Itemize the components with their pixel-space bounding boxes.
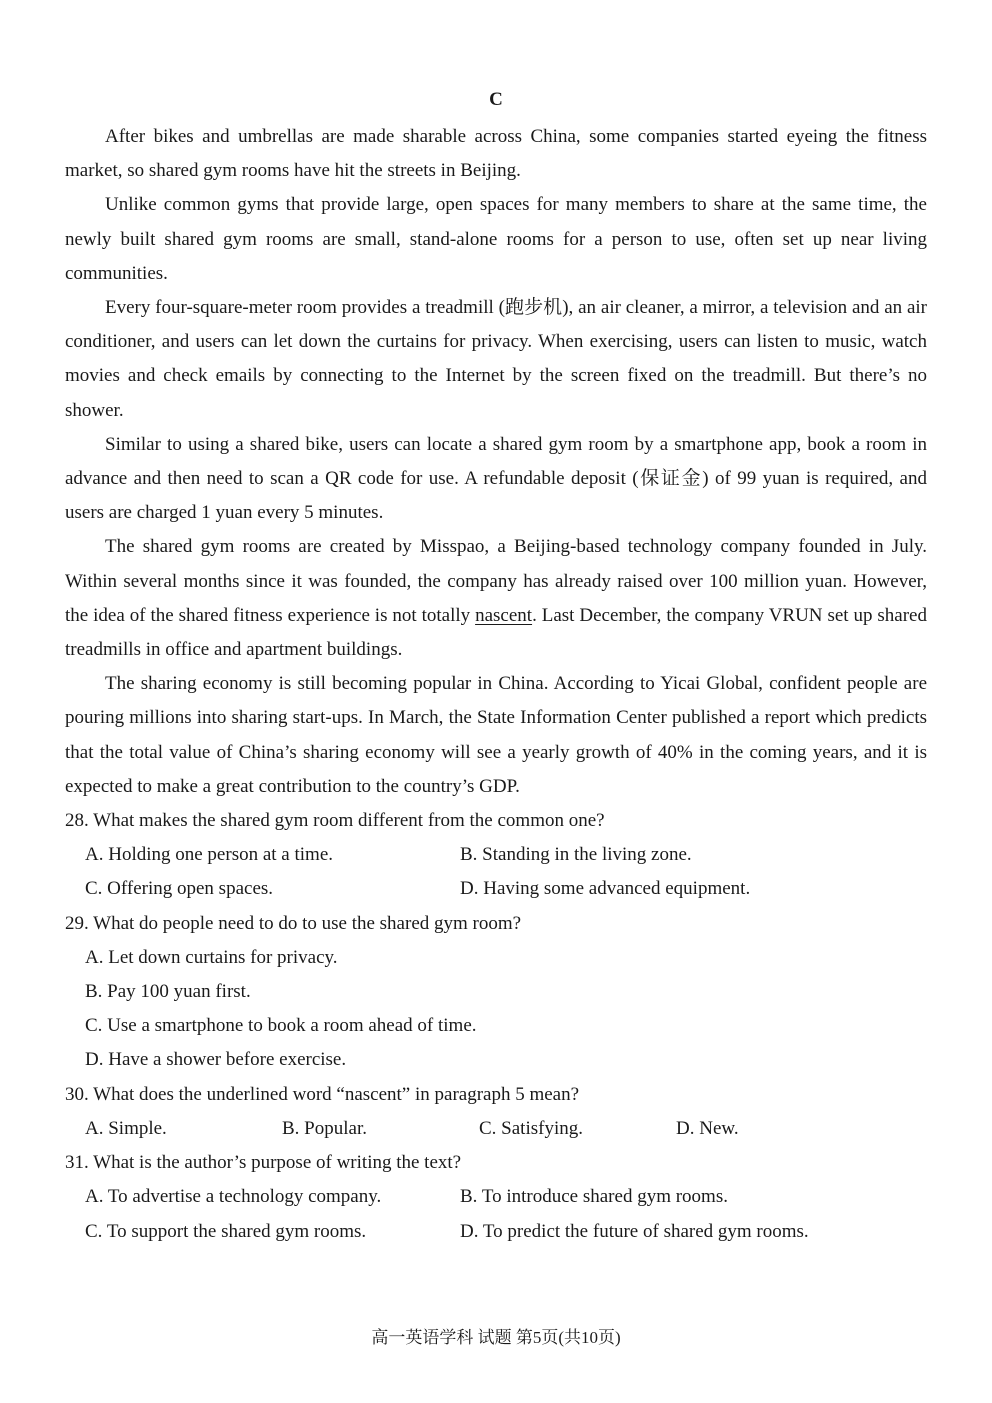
question-stem: 31. What is the author’s purpose of writing the text? bbox=[65, 1152, 462, 1174]
paragraph-5-part-1: The shared gym rooms are created by Misspao, a Beijing-based technology company founded in July. Within several months since it was founded, the company has already raised over 100 million yuan. However, the idea of the shared fitness experience is not totally bbox=[65, 536, 927, 626]
page-footer: 高一英语学科 试题 第5页(共10页) bbox=[371, 1328, 621, 1347]
question-30 bbox=[65, 1078, 927, 1146]
section-label bbox=[65, 88, 927, 112]
option-a: A. Holding one person at a time. bbox=[85, 844, 334, 866]
section-label-text: C bbox=[489, 89, 503, 110]
paragraph-5 bbox=[65, 530, 927, 667]
question-stem: 28. What makes the shared gym room different from the common one? bbox=[65, 810, 605, 832]
paragraph-1: After bikes and umbrellas are made sharable across China, some companies started eyeing the fitness market, so shared gym rooms have hit the streets in Beijing. bbox=[65, 126, 927, 182]
option-b: B. Popular. bbox=[282, 1117, 367, 1139]
paragraph-5-part-2: . Last December, the company VRUN set up shared treadmills in office and apartment buildings. bbox=[65, 604, 927, 661]
reading-passage bbox=[65, 120, 927, 1249]
option-a: A. To advertise a technology company. bbox=[85, 1186, 382, 1208]
question-stem: 29. What do people need to do to use the shared gym room? bbox=[65, 912, 522, 934]
options-row bbox=[65, 872, 927, 906]
options-row bbox=[65, 1215, 927, 1249]
paragraph-3: Every four-square-meter room provides a treadmill (跑步机), an air cleaner, a mirror, a television and an air conditioner, and users can let down the curtains for privacy. When exercising, users can listen to music, watch movies and check emails by connecting to the Internet by the screen fixed on the treadmill. But there’s no shower. bbox=[65, 297, 927, 421]
option-d: D. Have a shower before exercise. bbox=[85, 1049, 347, 1071]
option-d: D. To predict the future of shared gym rooms. bbox=[460, 1220, 809, 1242]
option-b: B. Standing in the living zone. bbox=[460, 844, 692, 866]
option-d: D. Having some advanced equipment. bbox=[460, 878, 751, 900]
option-a: A. Let down curtains for privacy. bbox=[85, 946, 338, 968]
option-c: C. Offering open spaces. bbox=[85, 878, 274, 900]
options-row bbox=[65, 1112, 927, 1146]
paragraph-4: Similar to using a shared bike, users can locate a shared gym room by a smartphone app, book a room in advance and then need to scan a QR code for use. A refundable deposit (保证金) of 99 yuan is required, and users are charged 1 yuan every 5 minutes. bbox=[65, 433, 927, 524]
question-29 bbox=[65, 907, 927, 1078]
underlined-word: nascent bbox=[475, 604, 533, 626]
options-row bbox=[65, 838, 927, 872]
option-c: C. Use a smartphone to book a room ahead of time. bbox=[85, 1015, 477, 1037]
paragraph-6: The sharing economy is still becoming popular in China. According to Yicai Global, confident people are pouring millions into sharing start-ups. In March, the State Information Center published a report which predicts that the total value of China’s sharing economy will see a yearly growth of 40% in the coming years, and it is expected to make a great contribution to the country’s GDP. bbox=[65, 673, 927, 797]
options-row bbox=[65, 1180, 927, 1214]
option-c: C. To support the shared gym rooms. bbox=[85, 1220, 367, 1242]
paragraph-2: Unlike common gyms that provide large, open spaces for many members to share at the same time, the newly built shared gym rooms are small, stand-alone rooms for a person to use, often set up near living communities. bbox=[65, 194, 927, 284]
option-c: C. Satisfying. bbox=[479, 1117, 583, 1139]
option-a: A. Simple. bbox=[85, 1117, 167, 1139]
question-31 bbox=[65, 1146, 927, 1249]
option-d: D. New. bbox=[676, 1117, 739, 1139]
option-b: B. Pay 100 yuan first. bbox=[85, 981, 251, 1003]
question-28 bbox=[65, 804, 927, 907]
option-b: B. To introduce shared gym rooms. bbox=[460, 1186, 728, 1208]
question-stem: 30. What does the underlined word “nascent” in paragraph 5 mean? bbox=[65, 1083, 580, 1105]
